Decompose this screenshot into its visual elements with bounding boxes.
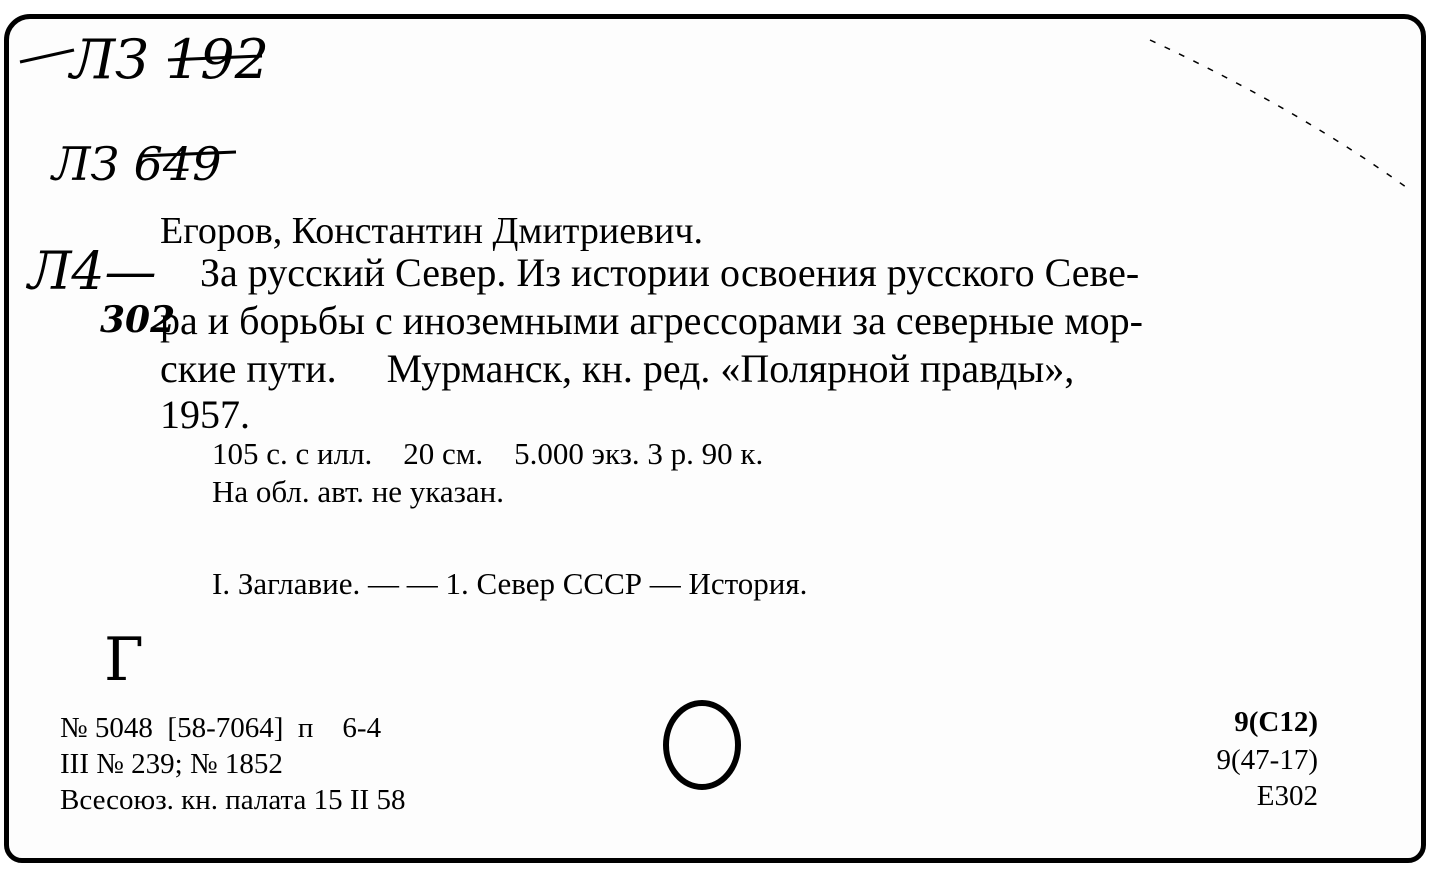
title-line-1: За русский Север. Из истории освоения русского Севе- xyxy=(200,250,1140,295)
footer-right-line-3: Е302 xyxy=(1256,780,1318,812)
handwritten-shelf-mark-2: ЛЗ 649 xyxy=(52,137,222,191)
handwritten-letter-g: Г xyxy=(104,625,144,695)
handwritten-shelf-mark-1: ЛЗ 192 xyxy=(70,28,269,91)
overline-stroke xyxy=(168,56,262,60)
title-line-3: ские пути. Мурманск, кн. ред. «Полярной правды», xyxy=(160,346,1075,391)
overline-stroke xyxy=(140,152,236,156)
footer-left-line-2: III № 239; № 1852 xyxy=(60,748,283,780)
title-line-4: 1957. xyxy=(160,392,250,437)
footer-left-line-1: № 5048 [58-7064] п 6-4 xyxy=(60,712,382,744)
author-heading: Егоров, Константин Дмитриевич. xyxy=(160,210,703,252)
handwritten-shelf-mark-3b: 302 xyxy=(100,299,176,341)
footer-right-line-2: 9(47-17) xyxy=(1216,744,1318,776)
scratch-mark xyxy=(1150,40,1410,190)
note-line: На обл. авт. не указан. xyxy=(212,474,505,509)
footer-left-line-3: Всесоюз. кн. палата 15 II 58 xyxy=(60,784,406,816)
collation-line: 105 с. с илл. 20 см. 5.000 экз. 3 р. 90 к. xyxy=(212,436,764,471)
footer-right-line-1: 9(С12) xyxy=(1234,706,1318,738)
title-line-2: ра и борьбы с иноземными агрессорами за северные мор- xyxy=(160,298,1143,343)
dash-stroke xyxy=(20,50,74,62)
handwritten-shelf-mark-3: Л4— xyxy=(28,242,157,302)
tracings-line: I. Заглавие. — — 1. Север СССР — История. xyxy=(212,566,808,601)
circle-icon xyxy=(666,703,738,787)
